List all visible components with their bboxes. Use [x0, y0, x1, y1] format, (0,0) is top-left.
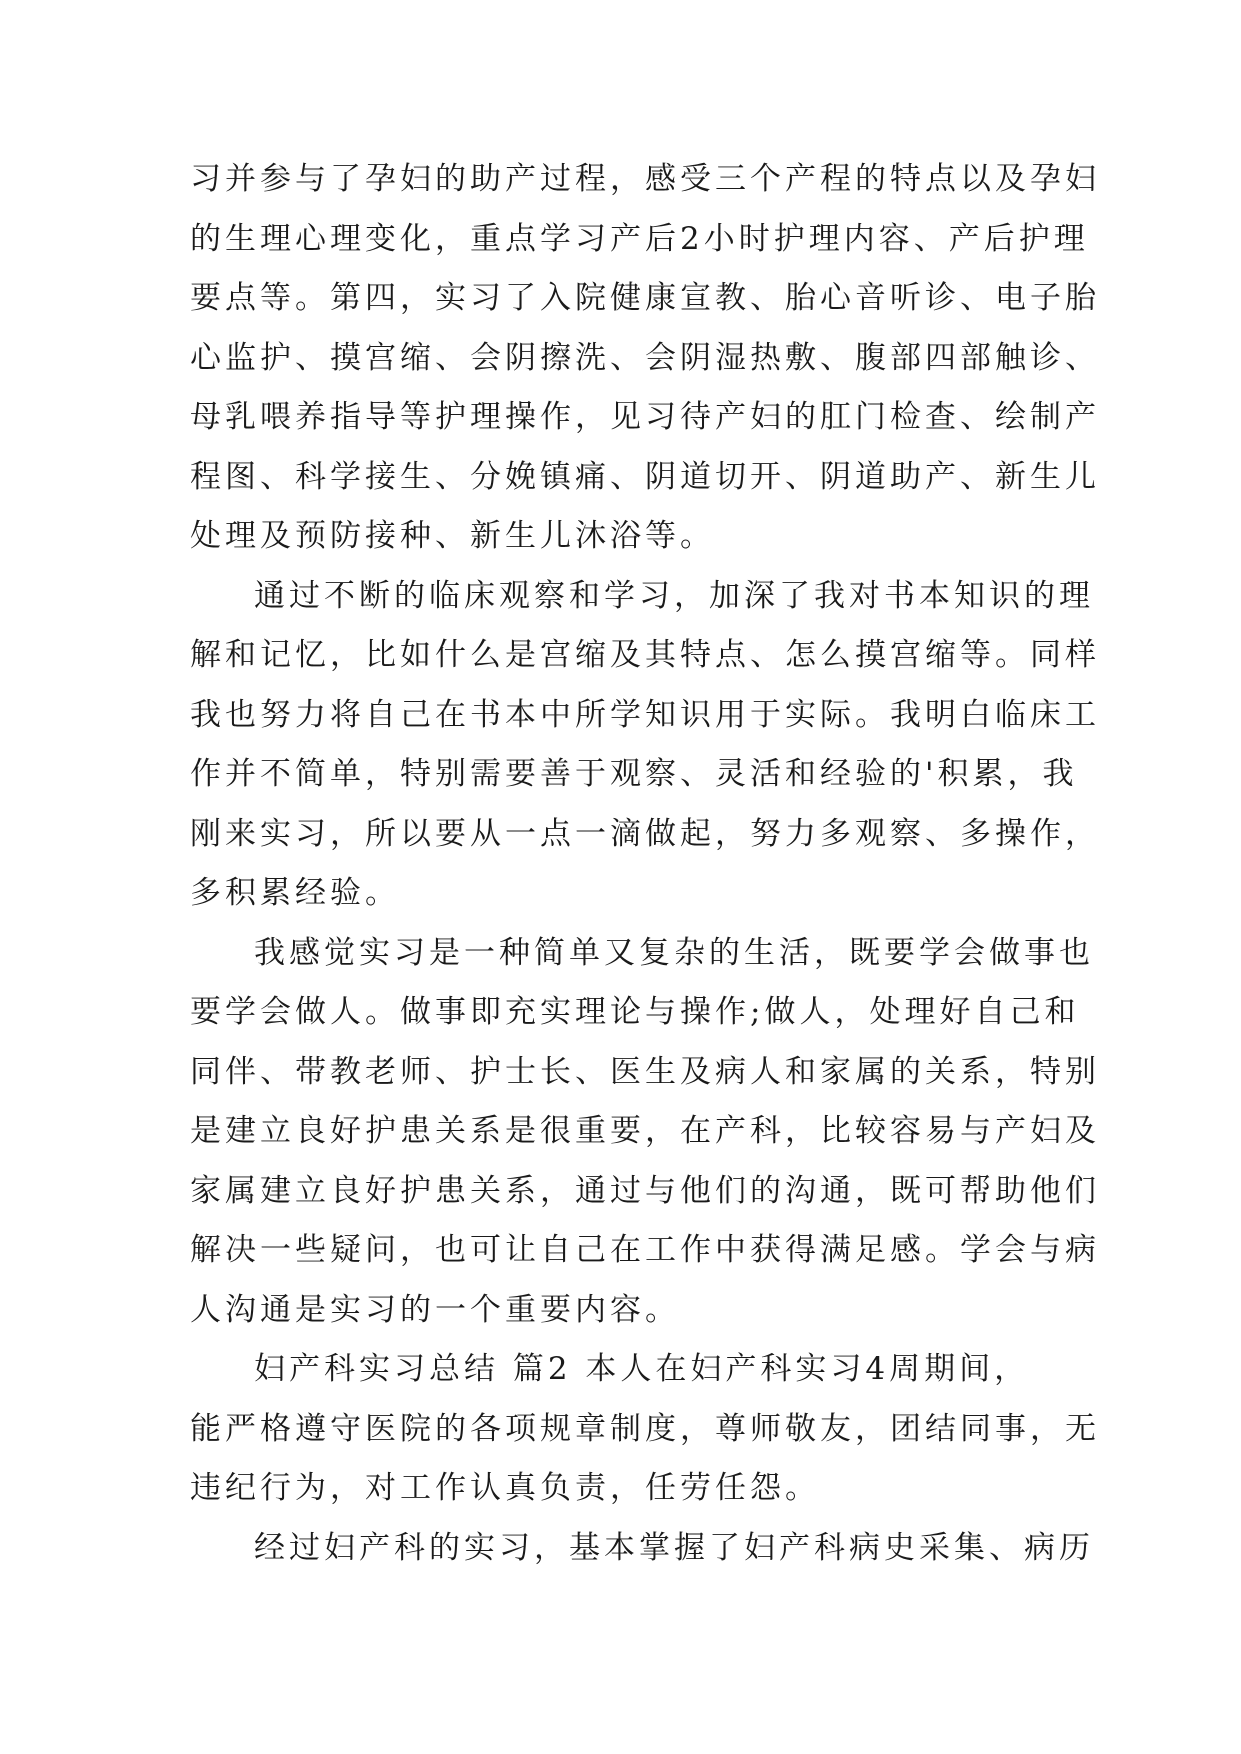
text-line: 心监护、摸宫缩、会阴擦洗、会阴湿热敷、腹部四部触诊、 [190, 339, 1100, 376]
text-line: 解决一些疑问，也可让自己在工作中获得满足感。学会与病 [190, 1232, 1100, 1268]
paragraph [190, 150, 1100, 567]
text-line: 人沟通是实习的一个重要内容。 [190, 1291, 680, 1328]
paragraph [190, 567, 1100, 924]
text-line: 通过不断的临床观察和学习，加深了我对书本知识的理 [254, 577, 1094, 614]
text-line: 我感觉实习是一种简单又复杂的生活，既要学会做事也 [254, 934, 1094, 971]
paragraph [190, 1340, 1100, 1519]
text-line: 习并参与了孕妇的助产过程，感受三个产程的特点以及孕妇 [190, 161, 1100, 197]
text-line: 能严格遵守医院的各项规章制度，尊师敬友，团结同事，无 [190, 1410, 1100, 1447]
text-line: 程图、科学接生、分娩镇痛、阴道切开、阴道助产、新生儿 [190, 458, 1100, 495]
text-line: 经过妇产科的实习，基本掌握了妇产科病史采集、病历 [254, 1529, 1094, 1566]
text-line: 母乳喂养指导等护理操作，见习待产妇的肛门检查、绘制产 [190, 399, 1100, 435]
paragraph [190, 1519, 1094, 1579]
text-line: 处理及预防接种、新生儿沐浴等。 [190, 518, 715, 554]
text-line: 作并不简单，特别需要善于观察、灵活和经验的'积累，我 [190, 756, 1078, 792]
paragraph [190, 924, 1100, 1341]
document-body [190, 150, 1100, 1578]
text-line: 我也努力将自己在书本中所学知识用于实际。我明白临床工 [190, 696, 1100, 733]
text-line: 解和记忆，比如什么是宫缩及其特点、怎么摸宫缩等。同样 [190, 637, 1100, 673]
text-line: 的生理心理变化，重点学习产后2小时护理内容、产后护理 [190, 220, 1089, 257]
text-line: 是建立良好护患关系是很重要，在产科，比较容易与产妇及 [190, 1113, 1100, 1149]
text-line: 要点等。第四，实习了入院健康宣教、胎心音听诊、电子胎 [190, 280, 1100, 316]
text-line: 家属建立良好护患关系，通过与他们的沟通，既可帮助他们 [190, 1172, 1100, 1209]
text-line: 妇产科实习总结 篇2 本人在妇产科实习4周期间， [254, 1351, 1030, 1387]
text-line: 同伴、带教老师、护士长、医生及病人和家属的关系，特别 [190, 1053, 1100, 1090]
text-line: 刚来实习，所以要从一点一滴做起，努力多观察、多操作， [190, 815, 1100, 852]
text-line: 多积累经验。 [190, 875, 400, 911]
text-line: 要学会做人。做事即充实理论与操作;做人，处理好自己和 [190, 994, 1080, 1030]
text-line: 违纪行为，对工作认真负责，任劳任怨。 [190, 1470, 820, 1506]
